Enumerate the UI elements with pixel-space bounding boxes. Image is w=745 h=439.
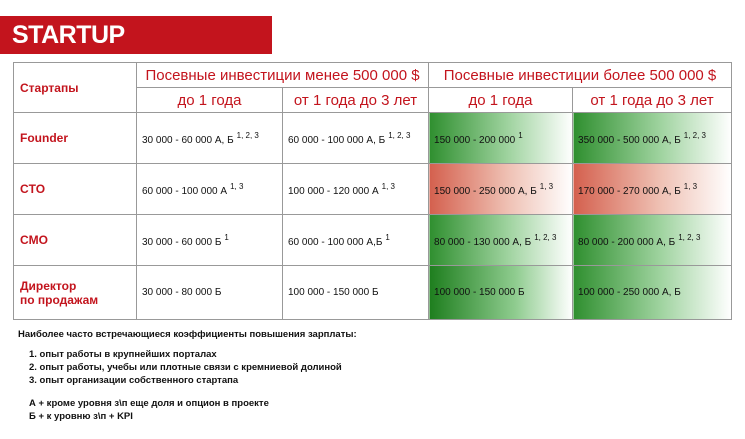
salary-cell: 350 000 - 500 000 А, Б $^{1, 2, 3}$ <box>573 113 732 164</box>
row-label: CTO <box>14 164 137 215</box>
salary-cell: 100 000 - 150 000 Б <box>283 266 429 320</box>
legend-item: А + кроме уровня з\п еще доля и опцион в проекте <box>29 398 269 409</box>
note-item: 2. опыт работы, учебы или плотные связи с кремниевой долиной <box>29 362 342 373</box>
salary-table <box>13 62 732 320</box>
table-row <box>14 113 732 164</box>
salary-cell: 60 000 - 100 000 А $^{1, 3}$ <box>137 164 283 215</box>
group-header-under: Посевные инвестиции менее 500 000 $ <box>137 63 429 88</box>
table-row <box>14 215 732 266</box>
notes-section <box>18 328 357 423</box>
salary-cell: 30 000 - 60 000 Б $^1$ <box>137 215 283 266</box>
note-item: 1. опыт работы в крупнейших порталах <box>29 349 217 360</box>
banner-title: STARTUP <box>12 21 125 49</box>
salary-cell: 30 000 - 60 000 А, Б $^{1, 2, 3}$ <box>137 113 283 164</box>
salary-cell: 100 000 - 150 000 Б <box>429 266 573 320</box>
salary-cell: 170 000 - 270 000 А, Б $^{1, 3}$ <box>573 164 732 215</box>
salary-cell: 30 000 - 80 000 Б <box>137 266 283 320</box>
legend-item: Б + к уровню з\п + KPI <box>29 411 133 422</box>
subheader: от 1 года до 3 лет <box>283 88 429 113</box>
row-label: CMO <box>14 215 137 266</box>
salary-cell: 60 000 - 100 000 А,Б $^1$ <box>283 215 429 266</box>
row-label: Директор по продажам <box>14 266 137 320</box>
note-item: 3. опыт организации собственного стартапа <box>29 375 239 386</box>
subheader: от 1 года до 3 лет <box>573 88 732 113</box>
table-row <box>14 266 732 320</box>
salary-cell: 80 000 - 200 000 А, Б $^{1, 2, 3}$ <box>573 215 732 266</box>
salary-cell: 100 000 - 250 000 А, Б <box>573 266 732 320</box>
subheader: до 1 года <box>137 88 283 113</box>
salary-cell: 150 000 - 250 000 А, Б $^{1, 3}$ <box>429 164 573 215</box>
group-header-over: Посевные инвестиции более 500 000 $ <box>429 63 732 88</box>
startup-banner <box>0 16 272 54</box>
row-label: Founder <box>14 113 137 164</box>
salary-cell: 100 000 - 120 000 А $^{1, 3}$ <box>283 164 429 215</box>
salary-cell: 60 000 - 100 000 А, Б $^{1, 2, 3}$ <box>283 113 429 164</box>
salary-cell: 150 000 - 200 000 $^1$ <box>429 113 573 164</box>
table-row <box>14 164 732 215</box>
corner-label: Стартапы <box>14 63 137 113</box>
salary-cell: 80 000 - 130 000 А, Б $^{1, 2, 3}$ <box>429 215 573 266</box>
notes-heading: Наиболее часто встречающиеся коэффициенты повышения зарплаты: <box>18 329 357 340</box>
subheader: до 1 года <box>429 88 573 113</box>
